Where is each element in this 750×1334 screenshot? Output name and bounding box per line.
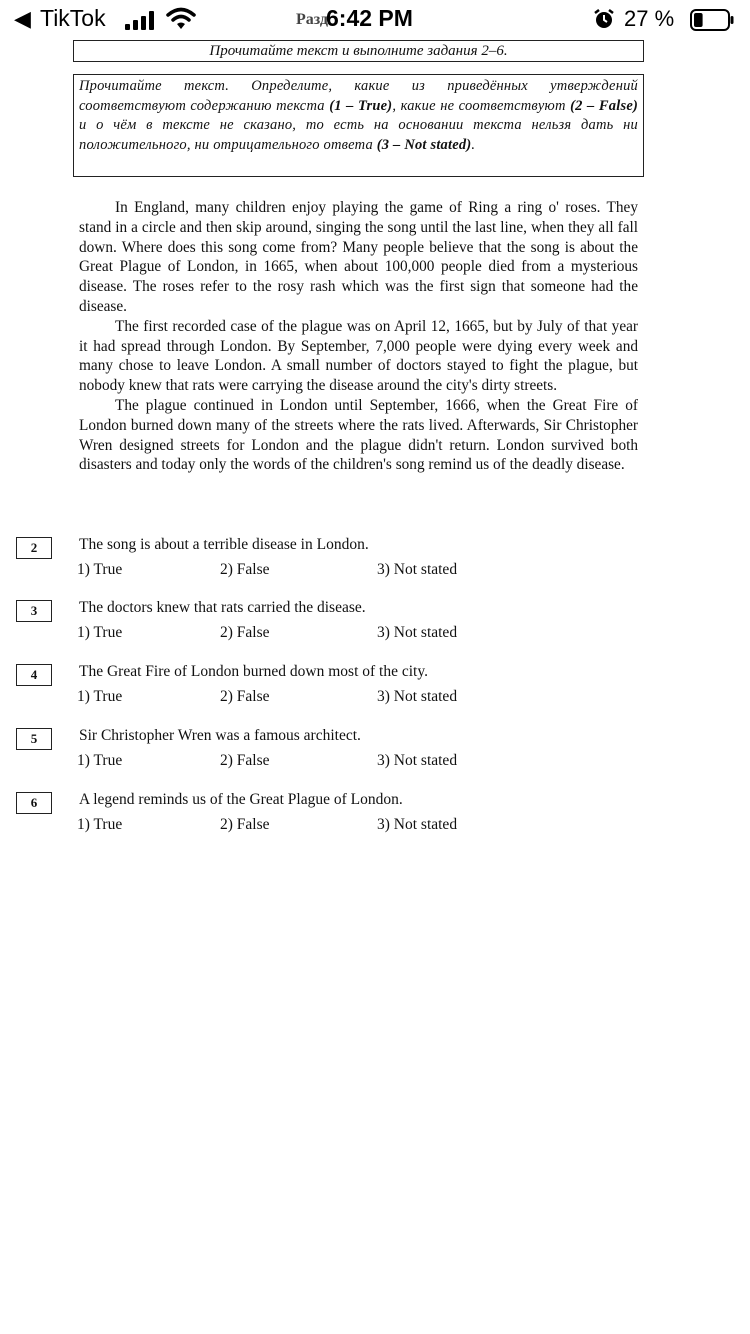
option-false: 2) False bbox=[220, 816, 270, 833]
option-false: 2) False bbox=[220, 624, 270, 641]
option-not-stated: 3) Not stated bbox=[377, 561, 458, 578]
question-text: A legend reminds us of the Great Plague of London. bbox=[79, 791, 403, 808]
instructions-text: , какие не соответствуют bbox=[392, 97, 571, 114]
question-number: 6 bbox=[16, 792, 52, 814]
option-not-stated: 3) Not stated bbox=[377, 624, 458, 641]
question-number: 3 bbox=[16, 600, 52, 622]
option-true: 1) True bbox=[77, 688, 123, 705]
question-number: 4 bbox=[16, 664, 52, 686]
option-true: 1) True bbox=[77, 752, 123, 769]
question-number: 5 bbox=[16, 728, 52, 750]
question-3 bbox=[16, 598, 716, 650]
code-false: (2 – False) bbox=[570, 97, 638, 114]
back-to-app-label[interactable]: TikTok bbox=[40, 5, 106, 31]
question-text: The Great Fire of London burned down most of the city. bbox=[79, 663, 428, 680]
back-arrow-icon[interactable]: ◀ bbox=[14, 6, 31, 31]
passage-paragraph: In England, many children enjoy playing the game of Ring a ring o' roses. They stand in a circle and then skip around, singing the song until the last line, when they all fall down. Where does this song come from? Many people believe that the song is about the Great Plague of London, in 1665, when about 100,000 people died from a mysterious disease. The roses refer to the rosy rash which was the first sign that someone had the disease. bbox=[79, 199, 638, 315]
option-false: 2) False bbox=[220, 688, 270, 705]
battery-icon bbox=[690, 9, 734, 31]
passage-paragraph: The first recorded case of the plague was on April 12, 1665, but by July of that year it had spread through London. By September, 7,000 people were dying every week and many chose to leave London. A small number of doctors stayed to fight the plague, but nobody knew that rats were carrying the disease around the city's dirty streets. bbox=[79, 317, 638, 395]
instructions-text: и о чём в тексте не сказано, то есть на основании текста нельзя дать ни положительного, ни отрицательного ответа bbox=[79, 117, 638, 153]
background-page-text: Разд bbox=[296, 11, 329, 28]
option-not-stated: 3) Not stated bbox=[377, 752, 458, 769]
task-title: Прочитайте текст и выполните задания 2–6. bbox=[73, 40, 644, 62]
question-5 bbox=[16, 726, 716, 778]
question-number: 2 bbox=[16, 537, 52, 559]
option-not-stated: 3) Not stated bbox=[377, 816, 458, 833]
signal-icon bbox=[125, 10, 159, 30]
option-not-stated: 3) Not stated bbox=[377, 688, 458, 705]
code-not-stated: (3 – Not stated) bbox=[376, 136, 472, 153]
question-text: Sir Christopher Wren was a famous architect. bbox=[79, 727, 361, 744]
instructions-text: Прочитайте текст. Определите, какие из приведённых утверждений соответствуют содержанию текста bbox=[79, 78, 638, 114]
option-true: 1) True bbox=[77, 624, 123, 641]
option-false: 2) False bbox=[220, 561, 270, 578]
question-text: The song is about a terrible disease in London. bbox=[79, 536, 369, 553]
question-text: The doctors knew that rats carried the disease. bbox=[79, 599, 366, 616]
alarm-clock-icon bbox=[593, 8, 615, 30]
battery-percentage: 27 % bbox=[624, 6, 675, 31]
wifi-icon bbox=[166, 7, 196, 31]
status-bar bbox=[0, 0, 750, 42]
instructions-text: . bbox=[471, 136, 476, 153]
question-2 bbox=[16, 535, 716, 587]
instructions-box bbox=[73, 74, 644, 177]
passage-paragraph: The plague continued in London until September, 1666, when the Great Fire of London burned down many of the streets where the rats lived. Afterwards, Sir Christopher Wren designed streets for London and the plague didn't return. London survived both disasters and today only the words of the children's song remind us of the deadly disease. bbox=[79, 396, 638, 474]
question-6 bbox=[16, 790, 716, 842]
option-false: 2) False bbox=[220, 752, 270, 769]
reading-passage bbox=[79, 198, 638, 475]
code-true: (1 – True) bbox=[329, 97, 393, 114]
option-true: 1) True bbox=[77, 816, 123, 833]
status-time: 6:42 PM bbox=[326, 5, 413, 31]
option-true: 1) True bbox=[77, 561, 123, 578]
question-4 bbox=[16, 662, 716, 714]
